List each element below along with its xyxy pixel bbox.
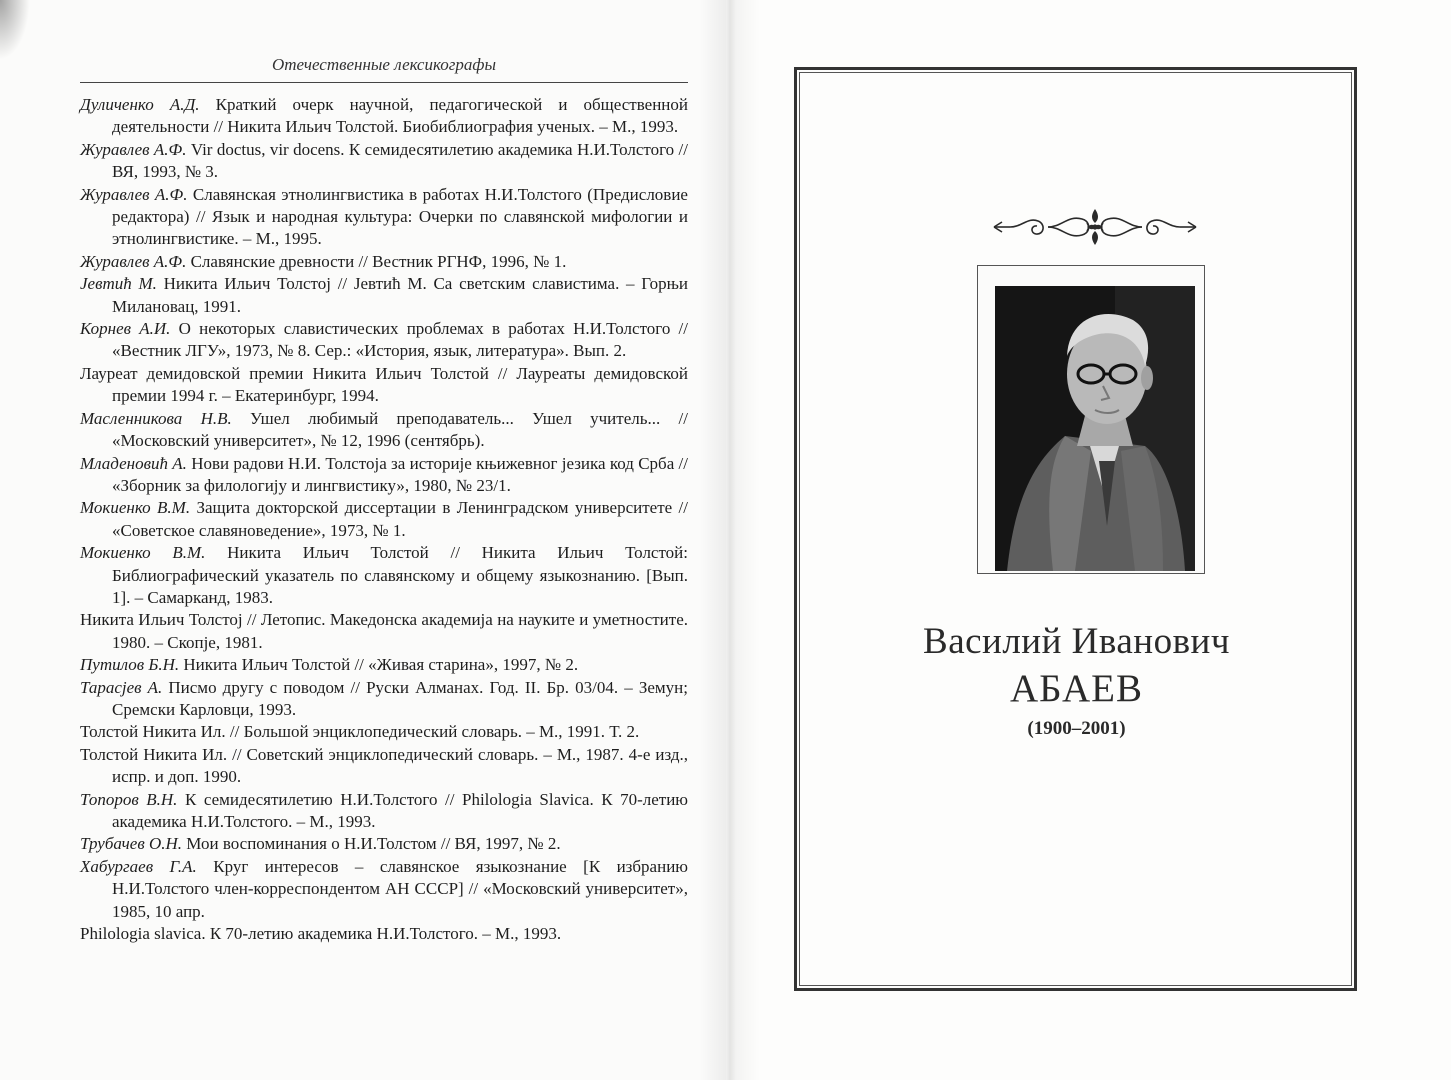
bibliography-entry	[80, 856, 688, 923]
entry-author: Јевтић М.	[80, 274, 157, 294]
entry-text: Никита Ильич Толстой // Никита Ильич Толстой: Библиографический указатель по славянскому и общему языкознанию. [Вып. 1]. – Самарканд, 1983.	[112, 543, 689, 607]
bibliography-entry	[80, 542, 688, 609]
bibliography-entry	[80, 923, 688, 945]
entry-text: Круг интересов – славянское языкознание [К избранию Н.И.Толстого член-корреспондентом АН СССР] // «Московский университет», 1985, 10 апр.	[112, 856, 688, 921]
bibliography-entry	[80, 654, 688, 676]
entry-text: Писмо другу с поводом // Руски Алманах. Год. II. Бр. 03/04. – Земун; Сремски Карловци, 1993.	[112, 677, 688, 719]
entry-text: Толстой Никита Ил. // Большой энциклопедический словарь. – М., 1991. Т. 2.	[80, 722, 640, 742]
bibliography-entry	[80, 94, 688, 139]
entry-author: Путилов Б.Н.	[80, 655, 180, 675]
entry-author: Дуличенко А.Д.	[80, 95, 200, 114]
header-rule	[80, 82, 688, 83]
bibliography-entry	[80, 408, 688, 453]
person-first-names: Василий Иванович	[923, 621, 1230, 662]
entry-author: Журавлев А.Ф.	[80, 139, 187, 159]
entry-text: Защита докторской диссертации в Ленинградском университете // «Советское славяноведение», 1973, № 1.	[112, 498, 689, 540]
running-head: Отечественные лексикографы	[272, 55, 496, 74]
entry-author: Мокиенко В.М.	[80, 543, 206, 563]
entry-text: Краткий очерк научной, педагогической и общественной деятельности // Никита Ильич Толстой. Биобиблиография ученых. – М., 1993.	[112, 95, 688, 137]
entry-text: Славянская этнолингвистика в работах Н.И.Толстого (Предисловие редактора) // Язык и народная культура: Очерки по славянской мифологии и этнолингвистике. – М., 1995.	[112, 184, 688, 249]
life-years: (1900–2001)	[1027, 718, 1126, 739]
entry-text: Славянские древности // Вестник РГНФ, 1996, № 1.	[186, 251, 567, 271]
bibliography-entry	[80, 677, 688, 722]
person-surname: АБАЕВ	[1009, 667, 1144, 710]
entry-author: Тарасјев А.	[80, 677, 163, 697]
page-corner-shadow	[0, 0, 30, 60]
entry-author: Хабургаев Г.А.	[80, 856, 197, 876]
bibliography-entry	[80, 744, 688, 789]
entry-text: Philologia slavica. К 70-летию академика Н.И.Толстого. – М., 1993.	[80, 924, 562, 944]
entry-author: Топоров В.Н.	[80, 789, 178, 809]
entry-text: Vir doctus, vir docens. К семидесятилетию академика Н.И.Толстого // ВЯ, 1993, № 3.	[112, 139, 688, 182]
entry-text: Лауреат демидовской премии Никита Ильич Толстой // Лауреаты демидовской премии 1994 г. – Екатеринбург, 1994.	[80, 363, 688, 406]
bibliography-entry	[80, 318, 688, 363]
entry-text: Мои воспоминания о Н.И.Толстом // ВЯ, 1997, № 2.	[182, 834, 561, 854]
entry-author: Журавлев А.Ф.	[80, 184, 188, 204]
entry-text: К семидесятилетию Н.И.Толстого // Philologia Slavica. К 70-летию академика Н.И.Толстого. – М., 1993.	[112, 789, 689, 831]
portrait-photo	[995, 286, 1195, 571]
entry-text: Никита Ильич Толстој // Јевтић М. Са светским славистима. – Горњи Милановац, 1991.	[112, 274, 688, 316]
bibliography-entry	[80, 609, 688, 654]
entry-author: Масленникова Н.В.	[80, 408, 232, 428]
entry-author: Журавлев А.Ф.	[80, 251, 187, 271]
bibliography-list	[80, 94, 688, 945]
book-gutter	[700, 0, 760, 1080]
bibliography-entry	[80, 273, 688, 318]
entry-text: Никита Ильич Толстой // «Живая старина», 1997, № 2.	[179, 655, 579, 675]
entry-text: Никита Ильич Толстој // Летопис. Македонска академија на науките и уметностите. 1980. – Скопје, 1981.	[80, 610, 688, 652]
bibliography-entry	[80, 184, 688, 251]
bibliography-entry	[80, 139, 688, 184]
bibliography-entry	[80, 251, 688, 273]
decorative-ornament-icon	[988, 205, 1202, 249]
bibliography-entry	[80, 453, 688, 498]
entry-author: Трубачев О.Н.	[80, 834, 183, 854]
entry-author: Младеновић А.	[80, 453, 187, 473]
bibliography-entry	[80, 789, 688, 834]
entry-text: О некоторых славистических проблемах в работах Н.И.Толстого // «Вестник ЛГУ», 1973, № 8. Сер.: «История, язык, литература». Вып. 2.	[112, 319, 688, 361]
bibliography-entry	[80, 721, 688, 743]
bibliography-entry	[80, 363, 688, 408]
entry-text: Нови радови Н.И. Толстоја за историје књижевног језика код Срба // «Зборник за филологију и лингвистику», 1980, № 23/1.	[112, 453, 688, 495]
entry-author: Мокиенко В.М.	[80, 498, 191, 518]
bibliography-entry	[80, 497, 688, 542]
entry-author: Корнев А.И.	[80, 319, 171, 339]
bibliography-entry	[80, 833, 688, 855]
entry-text: Толстой Никита Ил. // Советский энциклопедический словарь. – М., 1987. 4-е изд., испр. и доп. 1990.	[80, 744, 688, 787]
entry-text: Ушел любимый преподаватель... Ушел учитель... // «Московский университет», № 12, 1996 (сентябрь).	[112, 408, 688, 451]
